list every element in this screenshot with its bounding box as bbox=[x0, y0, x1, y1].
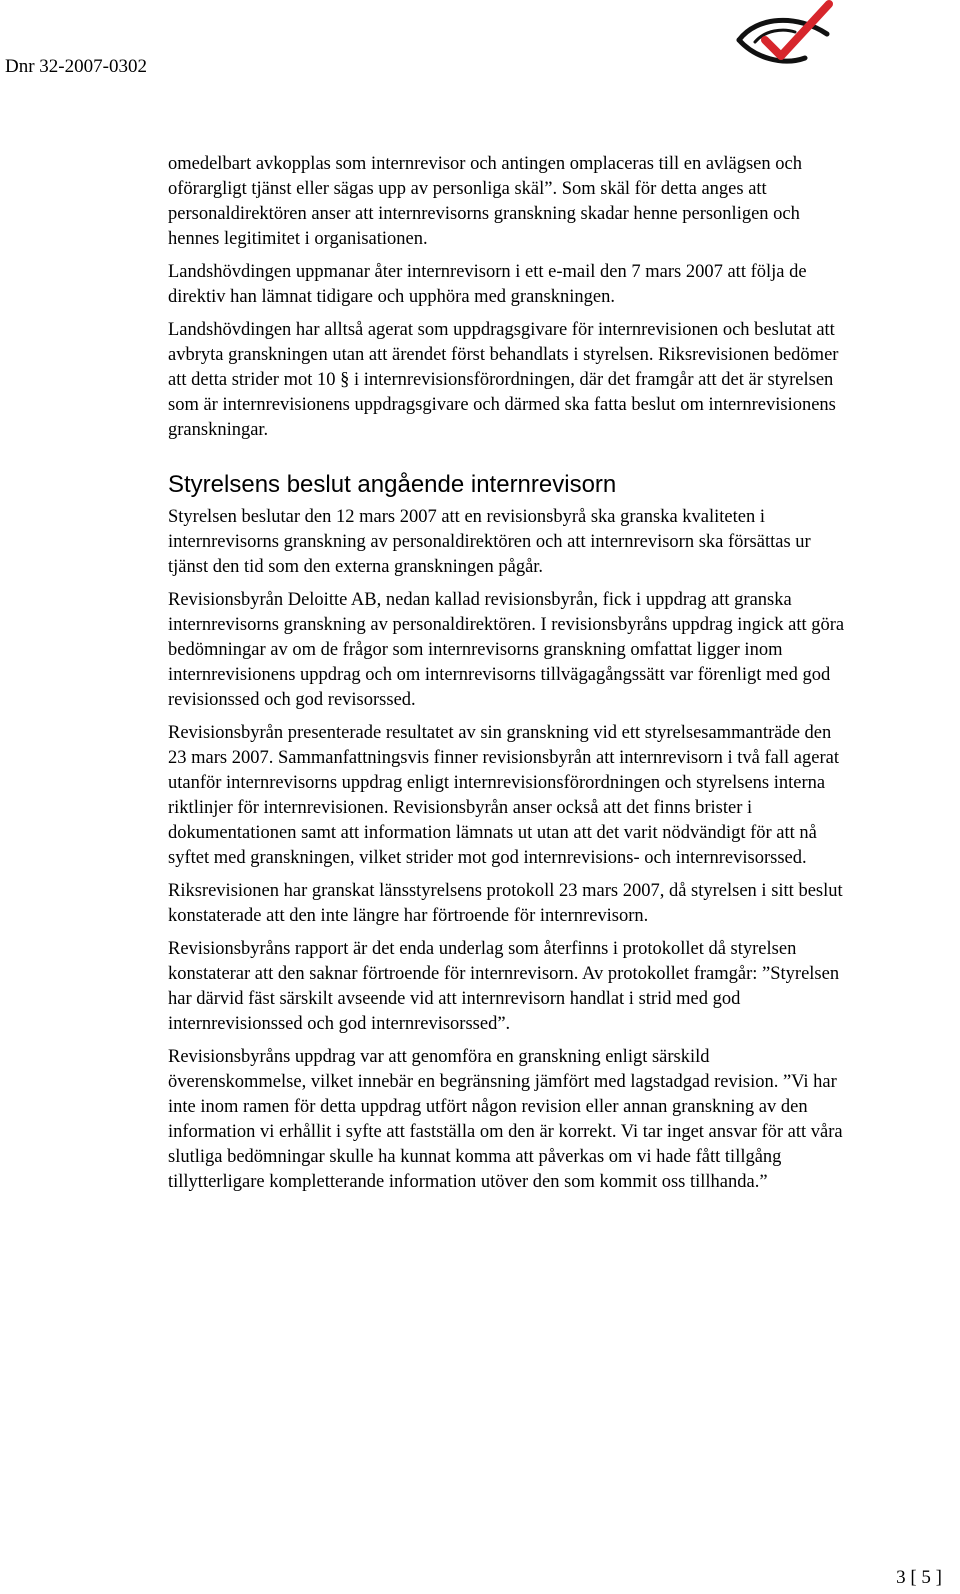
document-number: Dnr 32-2007-0302 bbox=[5, 56, 147, 77]
body-paragraph: Riksrevisionen har granskat länsstyrelsens protokoll 23 mars 2007, då styrelsen i sitt beslut konstaterade att den inte längre har förtroende för internrevisorn. bbox=[168, 881, 843, 926]
body-paragraph: Revisionsbyråns rapport är det enda underlag som återfinns i protokollet då styrelsen konstaterar att den saknar förtroende för internrevisorn. Av protokollet framgår: ”Styrelsen har därvid fäst särskilt avseende vid att internrevisorn handlat i strid med god internrevisionssed och god internrevisorssed”. bbox=[168, 939, 840, 1034]
body-paragraph: Landshövdingen har alltså agerat som uppdragsgivare för internrevisionen och beslutat att avbryta granskningen utan att ärendet först behandlats i styrelsen. Riksrevisionen bedömer att detta strider mot 10 § i internrevisionsförordningen, där det framgår att det är styrelsen som är internrevisionens uppdragsgivare och därmed ska fatta beslut om internrevisionens granskningar. bbox=[168, 320, 839, 440]
body-paragraph: omedelbart avkopplas som internrevisor och antingen omplaceras till en avlägsen och oförargligt tjänst eller sägas upp av personliga skäl”. Som skäl för detta anges att personaldirektören anser att internrevisorns granskning skadar henne personligen och hennes legitimitet i organisationen. bbox=[168, 154, 802, 249]
body-paragraph: Styrelsen beslutar den 12 mars 2007 att en revisionsbyrå ska granska kvaliteten i internrevisorns granskning av personaldirektören och att internrevisorn ska försättas ur tjänst den tid som den externa granskningen pågår. bbox=[168, 507, 811, 577]
document-body bbox=[168, 152, 848, 1203]
section-heading: Styrelsens beslut angående internrevisorn bbox=[168, 471, 617, 498]
body-paragraph: Revisionsbyråns uppdrag var att genomföra en granskning enligt särskild överenskommelse, vilket innebär en begränsning jämfört med lagstadgad revision. ”Vi har inte inom ramen för detta uppdrag utfört någon revision eller annan granskning av den information vi erhållit i syfte att fastställa om den är korrekt. Vi tar inget ansvar för att våra slutliga bedömningar skulle ha kunnat komma att påverkas om vi hade fått tillgång tillytterligare kompletterande information utöver den som kommit oss tillhanda.” bbox=[168, 1047, 843, 1192]
page-indicator: 3 [ 5 ] bbox=[896, 1567, 942, 1588]
body-paragraph: Revisionsbyrån presenterade resultatet av sin granskning vid ett styrelsesammanträde den 23 mars 2007. Sammanfattningsvis finner revisionsbyrån att internrevisorn i två fall agerat utanför internrevisorns uppdrag enligt internrevisionsförordningen och styrelsens interna riktlinjer för internrevisionen. Revisionsbyrån anser också att det finns brister i dokumentationen samt att information lämnats ut utan att det varit nödvändigt för att nå syftet med granskningen, vilket strider mot god internrevisions- och internrevisorssed. bbox=[168, 723, 839, 868]
body-paragraph: Landshövdingen uppmanar åter internrevisorn i ett e-mail den 7 mars 2007 att följa de direktiv han lämnat tidigare och upphöra med granskningen. bbox=[168, 262, 807, 307]
checkmark-eye-logo-icon bbox=[735, 0, 835, 75]
body-paragraph: Revisionsbyrån Deloitte AB, nedan kallad revisionsbyrån, fick i uppdrag att granska internrevisorns granskning av personaldirektören. I revisionsbyråns uppdrag ingick att göra bedömningar av om de frågor som internrevisorns granskning omfattat ligger inom internrevisionens uppdrag och om internrevisorns tillvägagångssätt var förenligt med god revisionssed och god revisorssed. bbox=[168, 590, 845, 710]
